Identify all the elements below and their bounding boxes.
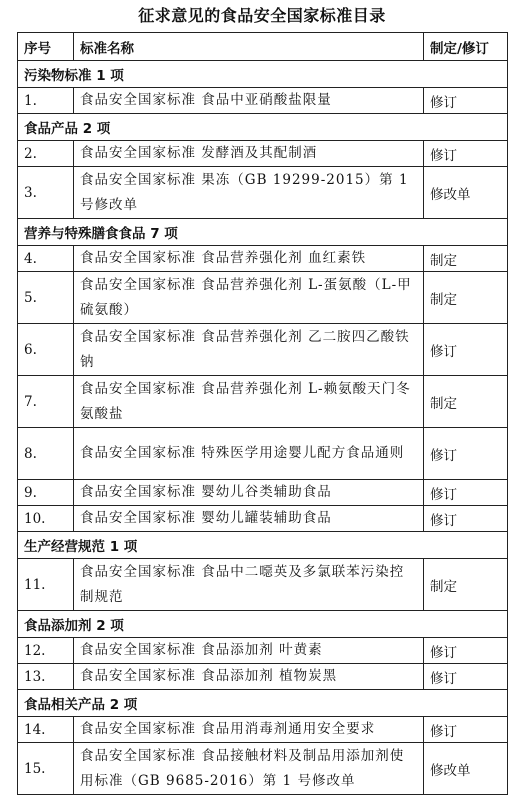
- table-row: [18, 480, 508, 506]
- row-no: 1.: [18, 88, 74, 114]
- row-no: 13.: [18, 664, 74, 690]
- table-row: [18, 664, 508, 690]
- row-name: 食品安全国家标准 食品用消毒剂通用安全要求: [74, 717, 424, 743]
- row-type: 制定: [424, 272, 508, 324]
- row-name: 食品安全国家标准 食品中二噁英及多氯联苯污染控制规范: [74, 559, 424, 611]
- section-title: 食品相关产品 2 项: [18, 690, 508, 717]
- row-type: 制定: [424, 559, 508, 611]
- row-type: 制定: [424, 376, 508, 428]
- section-title: 营养与特殊膳食食品 7 项: [18, 219, 508, 246]
- table-row: [18, 743, 508, 795]
- header-name: 标准名称: [74, 33, 424, 61]
- row-type: 修订: [424, 638, 508, 664]
- row-name: 食品安全国家标准 婴幼儿谷类辅助食品: [74, 480, 424, 506]
- row-name: 食品安全国家标准 食品中亚硝酸盐限量: [74, 88, 424, 114]
- table-row: [18, 717, 508, 743]
- row-type: 修改单: [424, 167, 508, 219]
- row-name: 食品安全国家标准 食品营养强化剂 乙二胺四乙酸铁钠: [74, 324, 424, 376]
- table-row: [18, 141, 508, 167]
- table-row: [18, 506, 508, 532]
- row-type: 修订: [424, 717, 508, 743]
- row-no: 11.: [18, 559, 74, 611]
- section-row: [18, 219, 508, 246]
- row-type: 修订: [424, 141, 508, 167]
- document-title: 征求意见的食品安全国家标准目录: [138, 6, 386, 25]
- section-title: 食品产品 2 项: [18, 114, 508, 141]
- section-row: [18, 611, 508, 638]
- row-no: 8.: [18, 428, 74, 480]
- row-type: 修订: [424, 480, 508, 506]
- row-no: 9.: [18, 480, 74, 506]
- table-row: [18, 559, 508, 611]
- row-name: 食品安全国家标准 食品营养强化剂 血红素铁: [74, 246, 424, 272]
- row-no: 14.: [18, 717, 74, 743]
- section-row: [18, 61, 508, 88]
- row-no: 6.: [18, 324, 74, 376]
- row-name: 食品安全国家标准 食品接触材料及制品用添加剂使用标准（GB 9685-2016）第 1 号修改单: [74, 743, 424, 795]
- row-name: 食品安全国家标准 食品营养强化剂 L-蛋氨酸（L-甲硫氨酸）: [74, 272, 424, 324]
- row-type: 修订: [424, 664, 508, 690]
- section-title: 生产经营规范 1 项: [18, 532, 508, 559]
- row-no: 12.: [18, 638, 74, 664]
- standards-table: [17, 32, 508, 795]
- table-row: [18, 246, 508, 272]
- row-no: 4.: [18, 246, 74, 272]
- section-title: 食品添加剂 2 项: [18, 611, 508, 638]
- row-no: 15.: [18, 743, 74, 795]
- section-title: 污染物标准 1 项: [18, 61, 508, 88]
- section-row: [18, 532, 508, 559]
- row-name: 食品安全国家标准 食品营养强化剂 L-赖氨酸天门冬氨酸盐: [74, 376, 424, 428]
- row-name: 食品安全国家标准 食品添加剂 植物炭黑: [74, 664, 424, 690]
- table-row: [18, 324, 508, 376]
- table-row: [18, 428, 508, 480]
- table-row: [18, 376, 508, 428]
- row-name: 食品安全国家标准 食品添加剂 叶黄素: [74, 638, 424, 664]
- row-no: 7.: [18, 376, 74, 428]
- table-row: [18, 167, 508, 219]
- header-no: 序号: [18, 33, 74, 61]
- row-name: 食品安全国家标准 发酵酒及其配制酒: [74, 141, 424, 167]
- row-name: 食品安全国家标准 特殊医学用途婴儿配方食品通则: [74, 428, 424, 480]
- row-type: 修改单: [424, 743, 508, 795]
- row-type: 修订: [424, 324, 508, 376]
- row-type: 修订: [424, 428, 508, 480]
- row-no: 3.: [18, 167, 74, 219]
- table-row: [18, 88, 508, 114]
- table-header-row: [18, 33, 508, 61]
- section-row: [18, 690, 508, 717]
- row-no: 10.: [18, 506, 74, 532]
- header-type: 制定/修订: [424, 33, 508, 61]
- row-name: 食品安全国家标准 婴幼儿罐装辅助食品: [74, 506, 424, 532]
- row-type: 制定: [424, 246, 508, 272]
- row-no: 2.: [18, 141, 74, 167]
- table-row: [18, 638, 508, 664]
- row-no: 5.: [18, 272, 74, 324]
- row-type: 修订: [424, 88, 508, 114]
- row-type: 修订: [424, 506, 508, 532]
- row-name: 食品安全国家标准 果冻（GB 19299-2015）第 1 号修改单: [74, 167, 424, 219]
- section-row: [18, 114, 508, 141]
- table-row: [18, 272, 508, 324]
